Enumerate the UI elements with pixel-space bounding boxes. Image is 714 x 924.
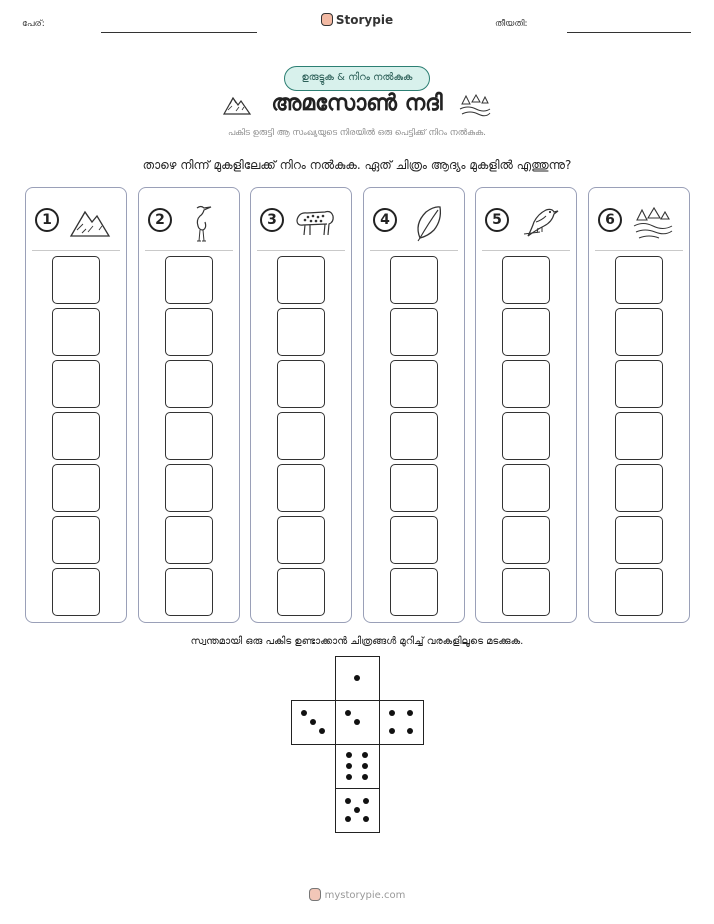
pip bbox=[346, 752, 352, 758]
pip bbox=[354, 719, 360, 725]
dice-face-2 bbox=[335, 700, 380, 745]
color-box[interactable] bbox=[502, 308, 550, 356]
column-divider bbox=[595, 250, 683, 251]
pip bbox=[346, 763, 352, 769]
color-box[interactable] bbox=[502, 568, 550, 616]
pip bbox=[363, 798, 369, 804]
pip bbox=[389, 728, 395, 734]
color-box[interactable] bbox=[277, 256, 325, 304]
column-5 bbox=[475, 187, 577, 623]
color-box[interactable] bbox=[52, 516, 100, 564]
color-box[interactable] bbox=[502, 360, 550, 408]
column-divider bbox=[32, 250, 120, 251]
color-box[interactable] bbox=[502, 412, 550, 460]
pip bbox=[389, 710, 395, 716]
color-box[interactable] bbox=[52, 568, 100, 616]
dice-net-caption: സ്വന്തമായി ഒരു പകിട ഉണ്ടാക്കാൻ ചിത്രങ്ങൾ മുറിച്ച് വരകളിലൂടെ മടക്കുക. bbox=[190, 636, 524, 647]
color-box[interactable] bbox=[390, 256, 438, 304]
column-3 bbox=[250, 187, 352, 623]
column-divider bbox=[145, 250, 233, 251]
brand-name: Storypie bbox=[335, 13, 394, 27]
dice-face-4 bbox=[379, 700, 424, 745]
mountains-icon bbox=[68, 202, 112, 242]
color-box[interactable] bbox=[390, 308, 438, 356]
color-box[interactable] bbox=[52, 360, 100, 408]
color-box[interactable] bbox=[52, 464, 100, 512]
pip bbox=[346, 774, 352, 780]
color-box[interactable] bbox=[615, 412, 663, 460]
color-box[interactable] bbox=[277, 568, 325, 616]
color-box[interactable] bbox=[277, 360, 325, 408]
pip bbox=[407, 728, 413, 734]
color-box[interactable] bbox=[615, 516, 663, 564]
footer-url[interactable]: mystorypie.com bbox=[324, 890, 406, 901]
column-number: 6 bbox=[598, 208, 622, 232]
color-box[interactable] bbox=[165, 256, 213, 304]
pip bbox=[310, 719, 316, 725]
color-box[interactable] bbox=[390, 516, 438, 564]
brand-logo bbox=[0, 13, 714, 27]
village-river-icon bbox=[631, 202, 675, 242]
color-box[interactable] bbox=[390, 412, 438, 460]
pip bbox=[363, 816, 369, 822]
pip bbox=[362, 752, 368, 758]
pip bbox=[362, 763, 368, 769]
color-box[interactable] bbox=[502, 464, 550, 512]
activity-badge: ഉരുട്ടുക & നിറം നൽകുക bbox=[284, 66, 430, 91]
color-box[interactable] bbox=[502, 256, 550, 304]
color-box[interactable] bbox=[277, 412, 325, 460]
color-box[interactable] bbox=[502, 516, 550, 564]
color-box[interactable] bbox=[615, 360, 663, 408]
column-number: 4 bbox=[373, 208, 397, 232]
pip bbox=[354, 675, 360, 681]
color-box[interactable] bbox=[615, 256, 663, 304]
column-4 bbox=[363, 187, 465, 623]
color-box[interactable] bbox=[277, 516, 325, 564]
pip bbox=[319, 728, 325, 734]
column-number: 2 bbox=[148, 208, 172, 232]
column-number: 3 bbox=[260, 208, 284, 232]
dice-face-6 bbox=[335, 744, 380, 789]
color-box[interactable] bbox=[390, 464, 438, 512]
column-number: 1 bbox=[35, 208, 59, 232]
column-1 bbox=[25, 187, 127, 623]
color-box[interactable] bbox=[165, 516, 213, 564]
color-box[interactable] bbox=[615, 464, 663, 512]
color-box[interactable] bbox=[52, 256, 100, 304]
footer bbox=[0, 888, 714, 901]
color-box[interactable] bbox=[165, 360, 213, 408]
name-label: പേര്: bbox=[22, 19, 45, 29]
color-box[interactable] bbox=[390, 568, 438, 616]
column-divider bbox=[482, 250, 570, 251]
page-title: അമസോൺ നദി bbox=[271, 91, 443, 116]
color-box[interactable] bbox=[277, 464, 325, 512]
village-river-icon bbox=[458, 92, 492, 118]
storypie-logo-icon bbox=[309, 888, 321, 901]
date-line[interactable] bbox=[567, 32, 691, 33]
storypie-logo-icon bbox=[321, 13, 333, 26]
pip bbox=[407, 710, 413, 716]
color-box[interactable] bbox=[615, 568, 663, 616]
column-number: 5 bbox=[485, 208, 509, 232]
pip bbox=[345, 798, 351, 804]
column-6 bbox=[588, 187, 690, 623]
pip bbox=[354, 807, 360, 813]
color-box[interactable] bbox=[165, 308, 213, 356]
color-box[interactable] bbox=[165, 568, 213, 616]
color-box[interactable] bbox=[52, 412, 100, 460]
color-box[interactable] bbox=[165, 412, 213, 460]
pip bbox=[345, 816, 351, 822]
color-box[interactable] bbox=[165, 464, 213, 512]
heron-icon bbox=[181, 202, 225, 242]
pip bbox=[362, 774, 368, 780]
pip bbox=[345, 710, 351, 716]
pip bbox=[301, 710, 307, 716]
color-box[interactable] bbox=[390, 360, 438, 408]
dice-face-5 bbox=[335, 788, 380, 833]
color-box[interactable] bbox=[52, 308, 100, 356]
column-divider bbox=[257, 250, 345, 251]
leaf-icon bbox=[406, 202, 450, 242]
column-divider bbox=[370, 250, 458, 251]
jaguar-icon bbox=[293, 202, 337, 242]
date-label: തീയതി: bbox=[495, 19, 528, 29]
instruction-text: താഴെ നിന്ന് മുകളിലേക്ക് നിറം നൽകുക. ഏത് ചിത്രം ആദ്യം മുകളിൽ എത്തുന്നു? bbox=[142, 158, 572, 172]
subtitle: പകിട ഉരുട്ടി ആ സംഖ്യയുടെ നിരയിൽ ഒരു പെട്ടിക്ക് നിറം നൽകുക. bbox=[228, 128, 486, 138]
dice-face-3 bbox=[291, 700, 336, 745]
column-2 bbox=[138, 187, 240, 623]
bird-icon bbox=[518, 202, 562, 242]
name-line[interactable] bbox=[101, 32, 257, 33]
color-box[interactable] bbox=[277, 308, 325, 356]
color-box[interactable] bbox=[615, 308, 663, 356]
dice-face-1 bbox=[335, 656, 380, 701]
